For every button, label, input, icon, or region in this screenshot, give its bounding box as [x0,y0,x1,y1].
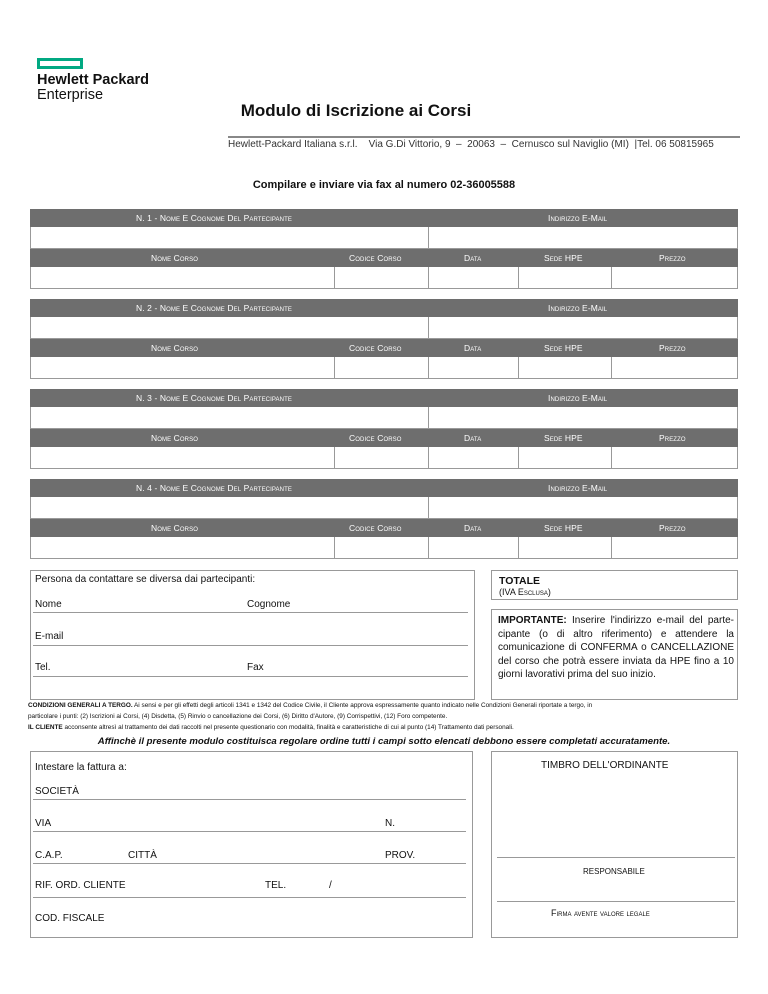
company-address: Hewlett-Packard Italiana s.r.l. Via G.Di Vittorio, 9 – 20063 – Cernusco sul Naviglio (MI) |Tel. 06 50815965 [228,139,714,150]
fax-instruction: Compilare e inviare via fax al numero 02-36005588 [252,179,516,191]
hpe-logo-bar [37,58,83,69]
invoice-tel-label: TEL. [265,880,287,891]
invoice-cf-label: COD. FISCALE [35,913,105,924]
participant-name-field[interactable] [31,317,428,338]
contact-nome-label: Nome [35,599,62,610]
course-header-price: Prezzo [659,433,686,443]
course-date-field[interactable] [428,447,518,468]
cell-divider [518,447,519,468]
totale-title: TOTALE [499,575,541,587]
invoice-title: Intestare la fattura a: [35,762,127,773]
course-location-field[interactable] [518,357,611,378]
contact-fax-label: Fax [247,662,264,673]
firma-label: Firma avente valore legale [551,908,650,918]
cell-divider [611,537,612,558]
email-header: Indirizzo E-Mail [548,483,608,493]
cell-divider [428,447,429,468]
course-header-price: Prezzo [659,343,686,353]
invoice-n-label: N. [385,818,395,829]
logo-line-1: Hewlett Packard [37,72,150,88]
course-price-field[interactable] [611,447,739,468]
course-header-course-name: Nome Corso [151,523,198,533]
course-header-location: Sede HPE [544,523,583,533]
course-header-course-code: Codice Corso [349,343,402,353]
cell-divider [518,357,519,378]
contact-email-field[interactable] [33,645,468,646]
participant-email-field[interactable] [429,317,737,338]
logo-line-2: Enterprise [37,87,104,103]
notice-text: Affinchè il presente modulo costituisca regolare ordine tutti i campi sotto elencati debbono essere completati accuratamente. [97,736,671,747]
invoice-societa-label: SOCIETÀ [35,786,79,797]
course-header-date: Data [464,343,482,353]
importante-body: Inserire l'indirizzo e-mail del parte-cipante (o di altro riferimento) e attendere la comunicazione di CONFERMA o CANCELLAZIONE del corso che potrà essere inviata da HPE fino a 10 giorni lavorativi prima del suo inizio. [498,615,734,681]
participant-email-field[interactable] [429,407,737,428]
participant-name-field[interactable] [31,497,428,518]
invoice-prov-label: PROV. [385,850,416,861]
course-header-row [30,339,738,357]
course-code-field[interactable] [334,447,428,468]
invoice-citta-label: CITTÀ [128,850,157,861]
course-header-date: Data [464,253,482,263]
participant-header-row [30,389,738,407]
participant-header-row [30,299,738,317]
contact-email-label: E-mail [35,631,64,642]
conditions-line-3 [28,724,514,731]
responsabile-line[interactable] [497,857,735,858]
course-detail-row [30,267,738,289]
course-name-field[interactable] [31,447,334,468]
invoice-via-field[interactable] [33,831,466,832]
importante-text [498,614,734,682]
cell-divider [334,357,335,378]
conditions-text-3: acconsente altresì al trattamento dei dati raccolti nel presente questionario con modalità, finalità e caratteristiche di cui al punto (14) Trattamento dati personali. [62,724,514,731]
contact-tel-label: Tel. [35,662,51,673]
contact-nome-field[interactable] [33,612,468,613]
course-header-course-name: Nome Corso [151,253,198,263]
cell-divider [518,537,519,558]
course-header-course-code: Codice Corso [349,523,402,533]
email-header: Indirizzo E-Mail [548,303,608,313]
course-price-field[interactable] [611,357,739,378]
course-header-location: Sede HPE [544,253,583,263]
course-detail-row [30,537,738,559]
participant-name-header: N. 4 - Nome E Cognome Del Partecipante [136,483,292,493]
invoice-cap-field[interactable] [33,863,466,864]
invoice-via-label: VIA [35,818,52,829]
participant-block-4 [30,479,738,547]
cell-divider [611,267,612,288]
invoice-rif-field[interactable] [33,897,466,898]
course-header-date: Data [464,433,482,443]
cell-divider [518,267,519,288]
conditions-line-2: particolare i punti: (2) Iscrizioni ai Corsi, (4) Disdetta, (5) Rinvio o cancellazione dei Corsi, (6) Diritto d'Autore, (9) Corrispettivi, (12) Foro competente. [28,713,448,720]
invoice-rif-label: RIF. ORD. CLIENTE [35,880,126,891]
participant-email-field[interactable] [429,227,737,248]
course-location-field[interactable] [518,537,611,558]
course-date-field[interactable] [428,537,518,558]
course-header-location: Sede HPE [544,433,583,443]
firma-line[interactable] [497,901,735,902]
participant-header-row [30,479,738,497]
course-header-row [30,429,738,447]
page-title [0,101,740,121]
course-header-row [30,519,738,537]
cell-divider [334,447,335,468]
conditions-bold-3: IL CLIENTE [28,724,63,731]
cell-divider [334,537,335,558]
contact-title: Persona da contattare se diversa dai partecipanti: [35,574,256,585]
course-name-field[interactable] [31,537,334,558]
stamp-title: TIMBRO DELL'ORDINANTE [541,760,669,771]
course-location-field[interactable] [518,447,611,468]
importante-label: IMPORTANTE: [498,615,567,626]
course-code-field[interactable] [334,537,428,558]
header-divider [228,136,740,138]
participant-name-email-row [30,497,738,519]
participant-name-header: N. 2 - Nome E Cognome Del Partecipante [136,303,292,313]
participant-name-email-row [30,407,738,429]
course-detail-row [30,447,738,469]
course-date-field[interactable] [428,357,518,378]
cell-divider [428,537,429,558]
totale-subtitle: (IVA Esclusa) [499,587,551,597]
invoice-cap-label: C.A.P. [35,850,63,861]
course-price-field[interactable] [611,537,739,558]
cell-divider [611,357,612,378]
participant-name-field[interactable] [31,407,428,428]
email-header: Indirizzo E-Mail [548,213,608,223]
participant-email-field[interactable] [429,497,737,518]
participant-block-3 [30,389,738,461]
course-header-course-code: Codice Corso [349,433,402,443]
course-detail-row [30,357,738,379]
course-price-field[interactable] [611,267,739,288]
conditions-bold-1: CONDIZIONI GENERALI A TERGO. [28,702,133,709]
cell-divider [611,447,612,468]
course-header-course-name: Nome Corso [151,343,198,353]
email-header: Indirizzo E-Mail [548,393,608,403]
course-header-course-name: Nome Corso [151,433,198,443]
invoice-societa-field[interactable] [33,799,466,800]
course-header-price: Prezzo [659,253,686,263]
cell-divider [428,267,429,288]
contact-cognome-label: Cognome [247,599,291,610]
conditions-text-1: Ai sensi e per gli effetti degli articoli 1341 e 1342 del Codice Civile, il Cliente approva espressamente quanto indicato nelle Condizioni Generali riportate a tergo, in [132,702,593,709]
course-name-field[interactable] [31,357,334,378]
participant-name-field[interactable] [31,227,428,248]
contact-box [30,570,475,700]
course-header-price: Prezzo [659,523,686,533]
participant-block-1 [30,209,738,281]
cell-divider [334,267,335,288]
participant-name-header: N. 1 - Nome E Cognome Del Partecipante [136,213,292,223]
invoice-box [30,751,473,938]
course-date-field[interactable] [428,267,518,288]
participant-name-header: N. 3 - Nome E Cognome Del Partecipante [136,393,292,403]
course-header-date: Data [464,523,482,533]
page-title-text: Modulo di Iscrizione ai Corsi [240,101,472,120]
participant-name-email-row [30,317,738,339]
cell-divider [428,357,429,378]
course-code-field[interactable] [334,357,428,378]
participant-header-row [30,209,738,227]
course-header-row [30,249,738,267]
course-header-course-code: Codice Corso [349,253,402,263]
conditions-line-1 [28,702,592,709]
course-header-location: Sede HPE [544,343,583,353]
invoice-slash: / [329,880,332,891]
course-location-field[interactable] [518,267,611,288]
participant-block-2 [30,299,738,371]
contact-tel-field[interactable] [33,676,468,677]
responsabile-label: RESPONSABILE [583,867,645,876]
participant-name-email-row [30,227,738,249]
course-code-field[interactable] [334,267,428,288]
course-name-field[interactable] [31,267,334,288]
